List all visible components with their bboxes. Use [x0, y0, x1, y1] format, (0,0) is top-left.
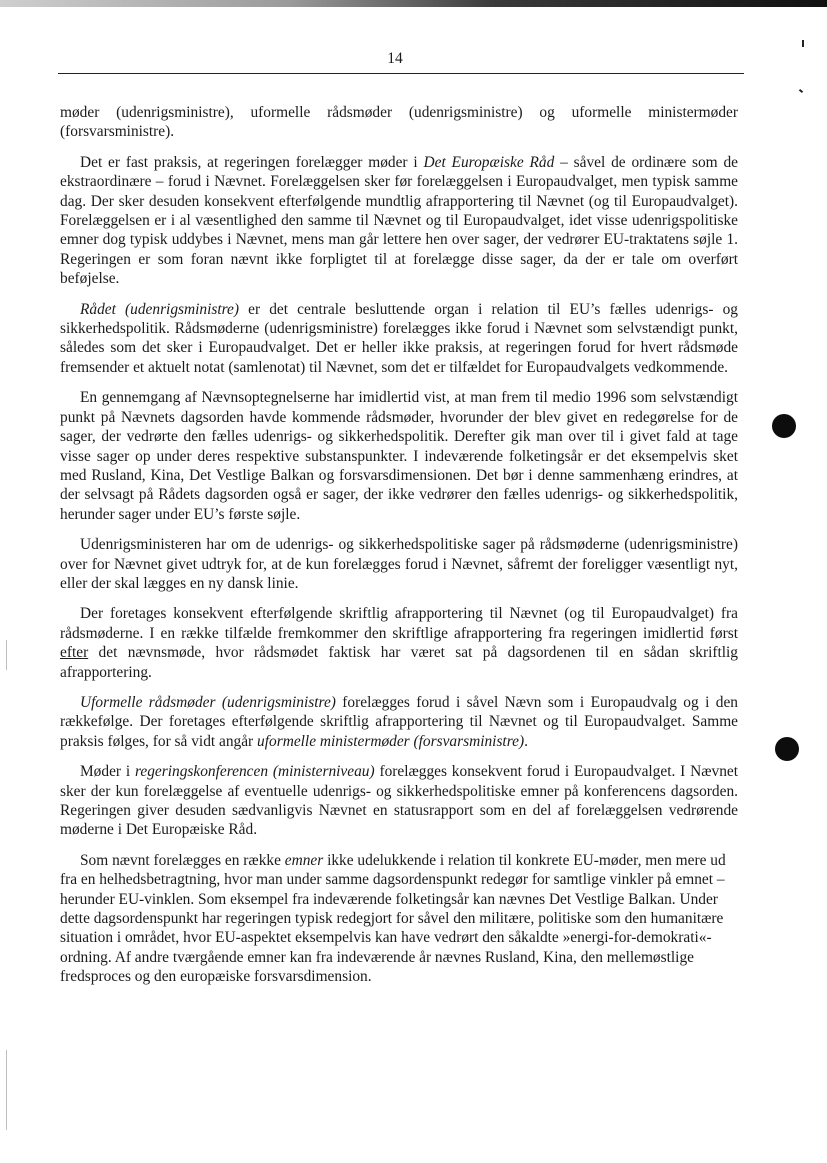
paragraph-text: Det er fast praksis, at regeringen forelægger møder i: [80, 153, 424, 171]
punch-hole-mark: [772, 414, 796, 438]
punch-hole-mark: [775, 737, 799, 761]
underlined-word: efter: [60, 644, 89, 662]
scan-left-edge-mark: [6, 1050, 7, 1130]
paragraph: [60, 604, 738, 682]
paragraph: [60, 762, 738, 840]
scan-speck: [802, 40, 804, 47]
paragraph-text: Som nævnt forelægges en række: [80, 851, 285, 869]
paragraph-text: En gennemgang af Nævnsoptegnelserne har imidlertid vist, at man frem til medio 1996 som selvstændigt punkt på Nævnets dagsorden havde kommende rådsmøder, hvorunder der blev givet en redegørelse for de sager, der vedrørte den fælles udenrigs- og sikkerhedspolitik. Derefter gik man over til i givet fald at tage visse sager op under deres respektive substanspunkter. I indeværende folketingsår er det eksempelvis sket med Rusland, Kina, Det Vestlige Balkan og forsvarsdimensionen. Det bør i denne sammenhæng erindres, at der selvsagt på Rådets dagsorden også er sager, der ikke vedrører den fælles udenrigs- og sikkerhedspolitik, herunder sager under EU’s første søjle.: [60, 389, 738, 523]
scan-top-edge: [0, 0, 827, 7]
italic-term: regeringskonferencen (ministerniveau): [134, 763, 375, 781]
paragraph-text: ikke udelukkende i relation til konkrete EU-møder, men mere ud fra en helhedsbetragtning, hvor man under samme dagsordenspunkt redegør for samtlige vinkler på emnet – herunder EU-vinklen. Som eksempel fra indeværende folketingsår kan nævnes Det Vestlige Balkan. Under dette dagsordenspunkt har regeringen typisk redegjort for såvel den militære, politiske som den humanitære situation i området, hvor EU-aspektet eksempelvis kan have vedrørt den såkaldte »energi-for-demokrati«-ordning. Af andre tværgående emner kan fra indeværende år nævnes Rusland, Kina, den mellemøstlige fredsproces og den europæiske forsvarsdimension.: [60, 851, 726, 986]
paragraph-text: Møder i: [80, 763, 135, 781]
paragraph-text: Udenrigsministeren har om de udenrigs- og sikkerhedspolitiske sager på rådsmøderne (udenrigsministre) over for Nævnet givet udtryk for, at de kun forelægges forud i Nævnet, såfremt der foreligger væsentligt nyt, eller der skal lægges en ny dansk linie.: [60, 536, 738, 592]
italic-term: emner: [284, 851, 324, 869]
document-body: [60, 103, 738, 998]
paragraph: [60, 851, 738, 987]
paragraph-text: .: [524, 732, 528, 750]
paragraph-text: forelægges forud i såvel Nævn som i Europaudvalg og i den rækkefølge. Der foretages efterfølgende skriftlig afrapportering til Nævnet og til Europaudvalget. Samme praksis følges, for så vidt angår: [60, 693, 738, 750]
paragraph-text: – såvel de ordinære som de ekstraordinære – forud i Nævnet. Forelæggelsen sker før forelæggelsen i Europaudvalget, men typisk samme dag. Der sker desuden konsekvent efterfølgende mundtlig afrapportering til Nævnet (og til Europaudvalget). Forelæggelsen er i al væsentlighed den samme til Nævnet og til Europaudvalget, idet visse udenrigspolitiske emner dog typisk uddybes i Nævnet, mens man går lettere hen over sager, der vedrører EU-traktatens søjle 1. Regeringen er som foran nævnt ikke forpligtet til at forelægge disse sager, da der er tale om overført beføjelse.: [60, 153, 738, 288]
paragraph-text: er det centrale besluttende organ i relation til EU’s fælles udenrigs- og sikkerhedspolitik. Rådsmøderne (udenrigsministre) forelægges ikke forud i Nævnet som selvstændigt punkt, således som det sker i Europaudvalget. Det er heller ikke praksis, at regeringen forud for hvert rådsmøde fremsender et aktuelt notat (samlenotat) til Nævnet, som det er tilfældet for Europaudvalgets vedkommende.: [60, 300, 738, 376]
paragraph: [60, 103, 738, 142]
page-number: 14: [387, 50, 403, 67]
scan-left-edge-mark: [6, 640, 7, 670]
header-rule: [58, 73, 744, 74]
paragraph: [60, 535, 738, 593]
italic-term: Uformelle rådsmøder (udenrigsministre): [80, 693, 336, 711]
italic-term: uformelle ministermøder (forsvarsministre): [257, 732, 525, 750]
paragraph: [60, 153, 738, 289]
paragraph-text: møder (udenrigsministre), uformelle rådsmøder (udenrigsministre) og uformelle ministermøder (forsvarsministre).: [60, 104, 738, 141]
paragraph: [60, 300, 738, 378]
paragraph-text: forelægges konsekvent forud i Europaudvalget. I Nævnet sker der kun forelæggelse af eventuelle udenrigs- og sikkerhedspolitiske emner på konferencens dagsorden. Regeringen giver desuden sædvanligvis Nævnet en statusrapport som en del af forelæggelsen vedrørende møderne i Det Europæiske Råd.: [60, 763, 738, 839]
paragraph: [60, 693, 738, 751]
italic-term: Det Europæiske Råd: [423, 153, 555, 171]
paragraph-text: det nævnsmøde, hvor rådsmødet faktisk har været sat på dagsordenen til en sådan skriftlig afrapportering.: [60, 644, 738, 681]
scan-speck: [799, 89, 803, 93]
italic-term: Rådet (udenrigsministre): [80, 300, 240, 318]
paragraph: [60, 388, 738, 524]
paragraph-text: Der foretages konsekvent efterfølgende skriftlig afrapportering til Nævnet (og til Europaudvalget) fra rådsmøderne. I en række tilfælde fremkommer den skriftlige afrapportering fra regeringen imidlertid først: [60, 605, 738, 642]
